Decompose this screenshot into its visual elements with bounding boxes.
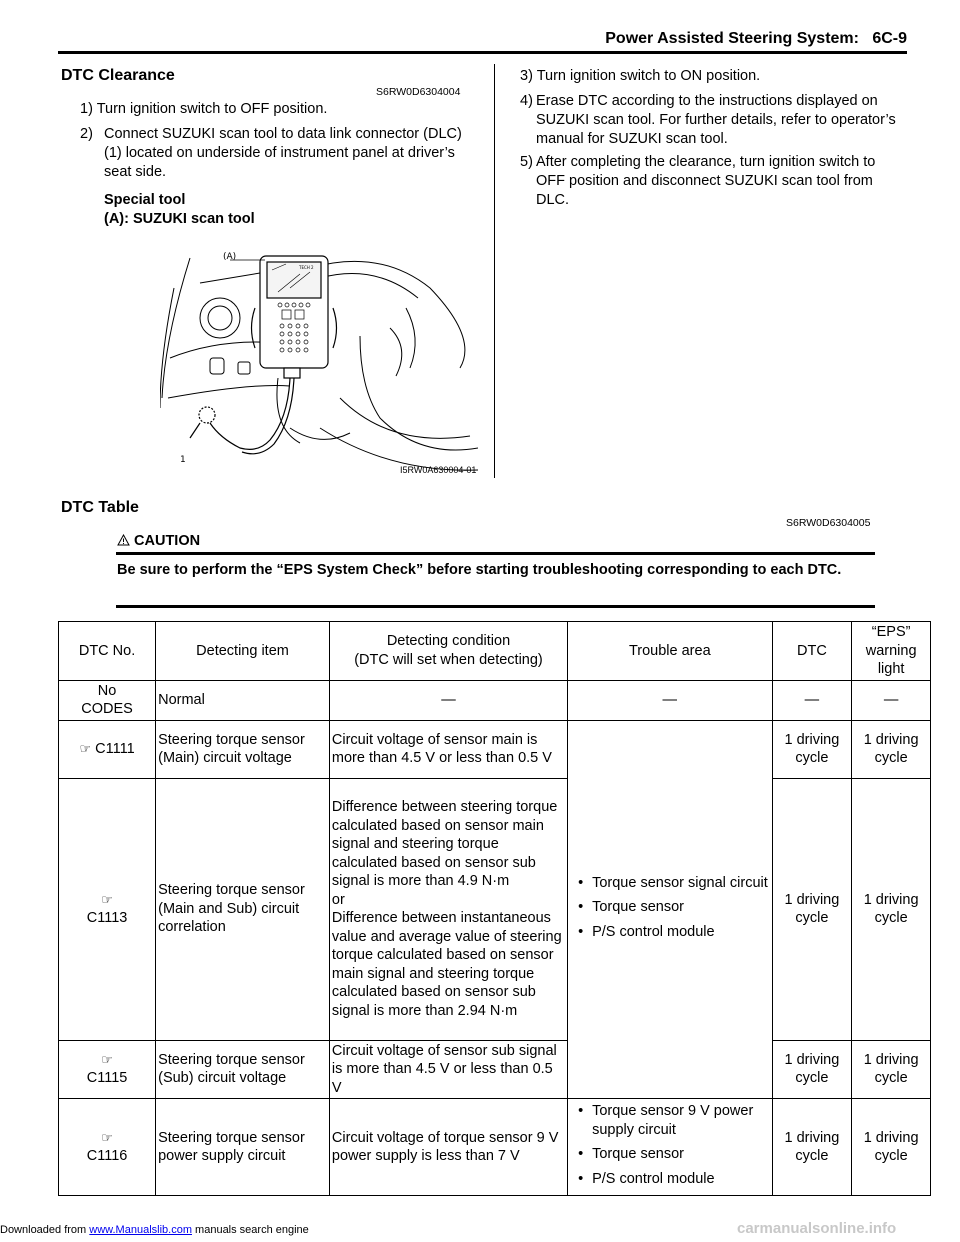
caution-text: Be sure to perform the “EPS System Check” before starting troubleshooting corresponding to each DTC. bbox=[117, 562, 842, 578]
table-row bbox=[59, 1040, 931, 1099]
list-item: • Torque sensor 9 V power supply circuit bbox=[578, 1102, 769, 1139]
dtc-clearance-code: S6RW0D6304004 bbox=[376, 86, 461, 98]
cell-dtc-no: ☞ C1116 bbox=[59, 1099, 156, 1196]
list-item: • Torque sensor bbox=[578, 1145, 769, 1164]
cell-item: Steering torque sensor (Sub) circuit voltage bbox=[156, 1040, 330, 1099]
cell-light: 1 driving cycle bbox=[852, 778, 931, 1040]
caution-bottom-rule bbox=[116, 605, 875, 608]
list-item: • P/S control module bbox=[578, 1170, 769, 1189]
reference-hand-icon[interactable]: ☞ bbox=[101, 1129, 113, 1145]
cell-area: — bbox=[568, 680, 772, 720]
cell-condition: Circuit voltage of sensor sub signal is more than 4.5 V or less than 0.5 V bbox=[329, 1040, 567, 1099]
cell-condition: Circuit voltage of sensor main is more than 4.5 V or less than 0.5 V bbox=[329, 720, 567, 778]
cell-condition: — bbox=[329, 680, 567, 720]
cell-item: Steering torque sensor (Main) circuit voltage bbox=[156, 720, 330, 778]
column-divider bbox=[494, 64, 495, 478]
table-row bbox=[59, 720, 931, 778]
cell-dtc: 1 driving cycle bbox=[772, 720, 852, 778]
list-item: • Torque sensor bbox=[578, 898, 769, 917]
table-row bbox=[59, 778, 931, 1040]
cell-area-group bbox=[568, 720, 772, 1099]
header-dtc: DTC bbox=[772, 622, 852, 681]
table-header-row bbox=[59, 622, 931, 681]
clearance-step-1: 1) Turn ignition switch to OFF position. bbox=[80, 101, 328, 117]
caution-top-rule bbox=[116, 552, 875, 555]
table-row bbox=[59, 1099, 931, 1196]
footer-suffix: manuals search engine bbox=[195, 1224, 309, 1236]
cell-area bbox=[568, 1099, 772, 1196]
header-eps-light: “EPS” warning light bbox=[852, 622, 931, 681]
footer bbox=[0, 1224, 309, 1236]
cell-light: — bbox=[852, 680, 931, 720]
warning-triangle-icon bbox=[117, 534, 130, 546]
clearance-step-3: 3) Turn ignition switch to ON position. bbox=[520, 68, 761, 84]
page-header bbox=[597, 30, 907, 48]
header-title: Power Assisted Steering System: bbox=[605, 30, 859, 47]
dtc-clearance-title: DTC Clearance bbox=[61, 67, 175, 84]
figure-label-1: 1 bbox=[180, 455, 186, 465]
table-row bbox=[59, 680, 931, 720]
header-trouble-area: Trouble area bbox=[568, 622, 772, 681]
cell-light: 1 driving cycle bbox=[852, 720, 931, 778]
cell-dtc-no: ☞ C1111 bbox=[59, 720, 156, 778]
header-page-number: 6C-9 bbox=[872, 30, 907, 47]
cell-dtc: 1 driving cycle bbox=[772, 1040, 852, 1099]
figure-label-a: (A) bbox=[223, 252, 237, 262]
cell-dtc: 1 driving cycle bbox=[772, 778, 852, 1040]
cell-item: Steering torque sensor (Main and Sub) circuit correlation bbox=[156, 778, 330, 1040]
footer-prefix: Downloaded from bbox=[0, 1224, 87, 1236]
clearance-step-5: 5) After completing the clearance, turn ignition switch to OFF position and disconnect SUZUKI scan tool from DLC. bbox=[520, 154, 876, 208]
cell-dtc: — bbox=[772, 680, 852, 720]
cell-dtc-no: No CODES bbox=[59, 680, 156, 720]
header-dtc-no: DTC No. bbox=[59, 622, 156, 681]
caution-label: CAUTION bbox=[117, 533, 200, 549]
cell-dtc-no: ☞ C1115 bbox=[59, 1040, 156, 1099]
cell-light: 1 driving cycle bbox=[852, 1040, 931, 1099]
reference-hand-icon[interactable]: ☞ bbox=[79, 740, 92, 756]
reference-hand-icon[interactable]: ☞ bbox=[101, 1051, 113, 1067]
cell-condition: Difference between steering torque calculated based on sensor main signal and steering torque calculated based on sensor sub signal is more than 4.9 N·m or Difference between instantaneous value and average value of steering torque calculated based on sensor main signal and steering torque calculated based on sensor sub signal is more than 2.94 N·m bbox=[329, 778, 567, 1040]
cell-light: 1 driving cycle bbox=[852, 1099, 931, 1196]
list-item: • Torque sensor signal circuit bbox=[578, 874, 769, 893]
header-detecting-condition: Detecting condition (DTC will set when detecting) bbox=[329, 622, 567, 681]
cell-dtc: 1 driving cycle bbox=[772, 1099, 852, 1196]
dtc-table bbox=[58, 621, 931, 1196]
special-tool-label: Special tool bbox=[104, 192, 186, 208]
footer-link[interactable]: www.Manualslib.com bbox=[89, 1224, 192, 1236]
scan-tool-connection-figure bbox=[160, 248, 478, 476]
reference-hand-icon[interactable]: ☞ bbox=[101, 891, 113, 907]
clearance-step-2: 2) Connect SUZUKI scan tool to data link connector (DLC) (1) located on underside of instrument panel at driver’s seat side. bbox=[80, 126, 462, 180]
header-rule bbox=[58, 51, 907, 54]
cell-dtc-no: ☞ C1113 bbox=[59, 778, 156, 1040]
tool-screen-label: TECH 2 bbox=[299, 265, 314, 270]
dtc-table-title: DTC Table bbox=[61, 499, 139, 516]
clearance-step-4: 4) Erase DTC according to the instructions displayed on SUZUKI scan tool. For further details, refer to operator’s manual for SUZUKI scan tool. bbox=[520, 93, 896, 147]
header-detecting-item: Detecting item bbox=[156, 622, 330, 681]
cell-item: Steering torque sensor power supply circuit bbox=[156, 1099, 330, 1196]
special-tool-item: (A): SUZUKI scan tool bbox=[104, 211, 255, 227]
list-item: • P/S control module bbox=[578, 923, 769, 942]
cell-item: Normal bbox=[156, 680, 330, 720]
cell-condition: Circuit voltage of torque sensor 9 V power supply is less than 7 V bbox=[329, 1099, 567, 1196]
watermark: carmanualsonline.info bbox=[737, 1220, 897, 1237]
figure-caption: I5RW0A630004-01 bbox=[400, 465, 477, 475]
dtc-table-code: S6RW0D6304005 bbox=[786, 517, 871, 529]
